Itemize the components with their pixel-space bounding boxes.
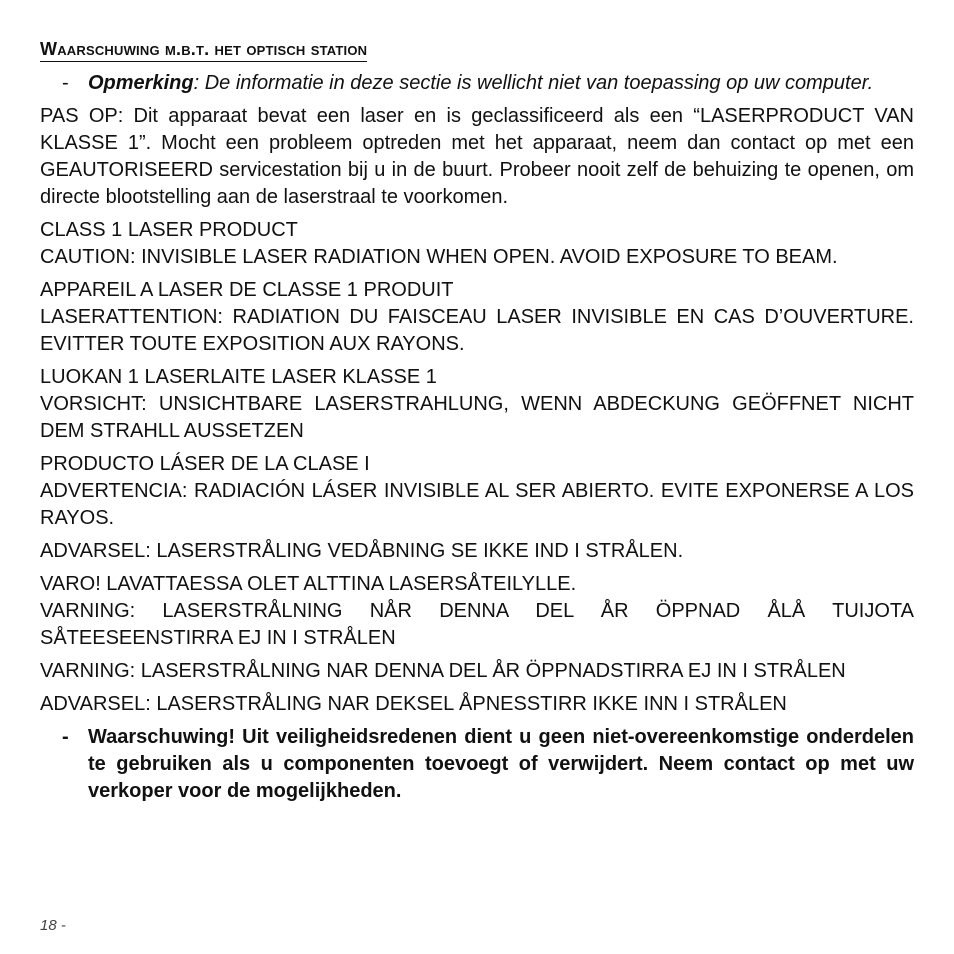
laser-line: APPAREIL A LASER DE CLASSE 1 PRODUIT bbox=[40, 279, 454, 301]
laser-line: VARNING: LASERSTRÅLNING NAR DENNA DEL ÅR ÖPPNADSTIRRA EJ IN I STRÅLEN bbox=[40, 660, 846, 682]
laser-line: LASERATTENTION: RADIATION DU FAISCEAU LASER INVISIBLE EN CAS D’OUVERTURE. EVITTER TOUTE EXPOSITION AUX RAYONS. bbox=[40, 306, 914, 355]
warning-dash: - bbox=[62, 726, 69, 748]
laser-line: PRODUCTO LÁSER DE LA CLASE I bbox=[40, 453, 370, 475]
laser-line: ADVARSEL: LASERSTRÅLING NAR DEKSEL ÅPNESSTIRR IKKE INN I STRÅLEN bbox=[40, 693, 787, 715]
laser-line: CAUTION: INVISIBLE LASER RADIATION WHEN OPEN. AVOID EXPOSURE TO BEAM. bbox=[40, 246, 838, 268]
laser-block-sv bbox=[40, 658, 914, 685]
note-label: Opmerking bbox=[88, 72, 194, 94]
laser-line: VORSICHT: UNSICHTBARE LASERSTRAHLUNG, WENN ABDECKUNG GEÖFFNET NICHT DEM STRAHLL AUSSETZEN bbox=[40, 393, 914, 442]
page-number: 18 - bbox=[40, 917, 66, 934]
laser-block-en bbox=[40, 217, 914, 271]
laser-line: ADVARSEL: LASERSTRÅLING VEDÅBNING SE IKKE IND I STRÅLEN. bbox=[40, 540, 684, 562]
laser-block-fi-sv bbox=[40, 571, 914, 652]
laser-block-no bbox=[40, 691, 914, 718]
note-dash: - bbox=[62, 72, 69, 94]
intro-paragraph: PAS OP: Dit apparaat bevat een laser en is geclassificeerd als een “LASERPRODUCT VAN KLASSE 1”. Mocht een probleem optreden met het apparaat, neem dan contact op met een GEAUTORISEERD servicestation bij u in de buurt. Probeer nooit zelf de behuizing te openen, om directe blootstelling aan de laserstraal te voorkomen. bbox=[40, 105, 914, 208]
laser-line: LUOKAN 1 LASERLAITE LASER KLASSE 1 bbox=[40, 366, 437, 388]
warning-text: Waarschuwing! Uit veiligheidsredenen dient u geen niet-overeenkomstige onderdelen te gebruiken als u componenten toevoegt of verwijdert. Neem contact op met uw verkoper voor de mogelijkheden. bbox=[88, 726, 914, 802]
laser-block-es bbox=[40, 451, 914, 532]
page-content bbox=[40, 36, 914, 811]
laser-line: ADVERTENCIA: RADIACIÓN LÁSER INVISIBLE AL SER ABIERTO. EVITE EXPONERSE A LOS RAYOS. bbox=[40, 480, 914, 529]
laser-line: CLASS 1 LASER PRODUCT bbox=[40, 219, 298, 241]
laser-block-fr bbox=[40, 277, 914, 358]
warning-item bbox=[62, 724, 914, 805]
note-item bbox=[62, 70, 914, 97]
laser-line: VARNING: LASERSTRÅLNING NÅR DENNA DEL ÅR ÖPPNAD ÅLÅ TUIJOTA SÅTEESEENSTIRRA EJ IN I STRÅLEN bbox=[40, 600, 914, 649]
laser-block-fi-de bbox=[40, 364, 914, 445]
laser-block-da bbox=[40, 538, 914, 565]
note-body bbox=[88, 70, 914, 97]
laser-line: VARO! LAVATTAESSA OLET ALTTINA LASERSÅTEILYLLE. bbox=[40, 573, 577, 595]
note-text: : De informatie in deze sectie is wellicht niet van toepassing op uw computer. bbox=[193, 72, 874, 94]
section-heading: Waarschuwing m.b.t. het optisch station bbox=[40, 38, 367, 62]
